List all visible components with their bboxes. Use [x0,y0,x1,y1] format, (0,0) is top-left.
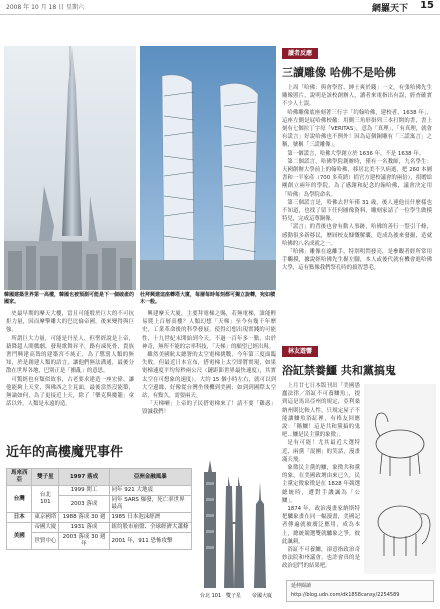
table-row [7,513,192,523]
article-paragraph: 興建摩天大廈，主要拜電梯之賜，若無電梯，誰能輕易爬上百層高樓？人類幻想「天梯」至今有幾千年歷史，工業革命後的科學發展，使得幻想出現實踐的可能性，十九世紀末開始到今天，不過一百年多一點，由於神奇，無所不能的宗率科技，「天梯」的願望已經出現。 [142,311,276,350]
table-cell-building: 世貿中心 [32,533,59,550]
page-header [0,0,440,15]
article-paragraph: 上周「哈佛：與會學習、紳士爽於錢」一文，有張哈佛先生雕像照片，說明是該校創辦人，讀者來電指出有誤，經查確實不少人士誤。 [282,85,432,108]
table-cell-year: 2003 落成 [59,496,109,513]
table-cell-event: 同年 SARS 爆發，死亡率世界最高 [109,496,192,513]
table-cell-country: 台灣 [7,486,32,513]
article-paragraph: 1874 年，政治漫畫家納斯特把驢象畫在同一幅漫畫，美國記者傳遍就被廣泛應用，成為本土，總統競選雙就驢象之爭，彼此諷刺。 [282,506,360,545]
article-paragraph: 所謂巨大力量，可能是丹星人，但聖經說是上帝，藉降超人間戲劇，發現歌舞昇平，路有凍死骨，貴族奢門興建高聳的建築宮不純正，為了懲罰人類的無知，於是創建人類的語言，讓他們無法溝通，最後分散在世界各地，巴別正是「搬亂」的意思。 [6,335,134,375]
article-paragraph: 可驚經也有類似故事，古老要求建造一座宏偉、讓他能夠上天堂，與佛西之主見面，最後當然沒能築，無論如何，為了更接近上天，除了「樂克與魔籠」童話以外，人類是永遠的造。 [6,376,134,408]
article-paragraph: 第三個謊言是，哈佛去世年僅 31 歲，後人連他長什麼樣也不知道，也找了留下任何圖像資料，雕刻家請了一位學生做模特兒，完成這尊銅像。 [282,199,432,223]
page-number: 15 [420,0,434,11]
section-name: 網羅天下 [371,4,408,14]
article-paragraph: 第一個謊言，哈佛大學創立於 1636 年，不是 1638 年。 [287,150,425,157]
table-header-cell: 亞洲金融風暴 [109,469,192,486]
sidebar-headline-1: 三讀雕像 哈佛不是哈佛 [282,66,396,79]
building-label: 台北 101 [200,593,222,599]
table-cell-year: 1931 落成 [59,523,109,533]
feature-title: 近年的高樓魔咒事件 [6,445,124,460]
table-cell-year: 2003 落成 30 週年 [59,533,109,550]
table-row [7,523,192,533]
building-label: 雙子星 [226,593,242,599]
korea-tower-photo [4,46,136,290]
caption-korea-tower: 韓國建築世界第一高樓，韓國也被預測可能是下一個破產的國家。 [4,292,135,305]
donkey-elephant-illustration [364,384,436,574]
article-paragraph: 史最早期的摩天大樓，當且可能殷於巨大的不可抗拒力量，因而摩擎雕大的巴比倫帝國，後來變得與巨強。 [6,311,134,334]
article-paragraph: 是有可能！尤其最近大選特近，兩黨「混團」的笑話，漫畫滿天飛。 [282,440,360,463]
article-paragraph: 第二個謊言，哈佛學院創辦時，僅有一名教師，九名學生：天國創辦大學前上的翰哈佛，移居北美不久病逝，把 260 本圖書和一半家產（700 多英鎊）捐官方建校議會的兩倍），捐贈給剛創立兩年的學院，為了感謝和紀念約翰哈佛，議會決定用「哈佛」為學院命名。 [282,158,432,198]
article-paragraph: 雖然美國航太總署的太空電梯挑戰，今年第三度面臨失敗，但最近日本宣布，搭電梯上太空即將實現，如果電梯速度平均每秒兩公尺（鏈距鉅世界最快速度），其實太空在可想象的速度）。大約 15 個小時左右，就可以到大空邊緣，好像從台灣坐飛機到美國；如到到國際太空站，有點久，需要兩天。 [142,352,276,400]
article-paragraph: 哈佛雕像底座刻著三行字「約翰哈佛，建校者，1638 年」，這座左側是屁哈佛校徽：用側三角形掛列三本打開的書，書上刻有七個拉丁字母「VERITAS」，意為「真理」，「有真理，就會有謊言」好說哈佛也不例外！因為這個銅雕有「三謊寓言」之稱，號稱「三謊雕像」。 [282,109,432,149]
article-column-left [6,310,134,435]
sidebar-headline-2: 浴缸禁養鱷 共和黨搞鬼 [282,364,396,377]
skyscrapers-illustration [196,452,276,600]
table-row [7,486,192,496]
caption-dubai-tower: 杜拜興建這座轉塔大廈，每層每時每刻都可獨立旋轉，宛如積木一般。 [140,292,276,305]
table-cell-year: 1988 落成 30 週 [59,513,109,523]
article-paragraph: 「天梯喇」上帝的子民搭電梯來了！請不要「雞惑」毀滅我們！ [142,401,276,416]
section-tag-reader: 讀者反應 [282,48,318,59]
table-cell-event: 同年 921 大地震 [109,486,192,496]
article-paragraph: 「哈佛」雕像在遠離手，特別明閃發亮，是參觀者經所常用手觸摸，據說經哈佛先生握左腳，本人或後代就有機會進哈佛大學，這有點像我們祭孔時的拔智慧毛。 [282,249,432,272]
table-header-row [7,469,192,486]
sidebar-article-2 [282,382,360,578]
table-cell-building: 東京國塔 [32,513,59,523]
table-header-cell: 雙子星 [32,469,59,486]
article-paragraph: 象徵民主黨的鱷，象徵共和黨的象，在美國政壇由來已久，民主黨定徵象徵是在 1828 年競選總統時，遭對手譏諷為「公鱷」。 [282,465,360,504]
table-cell-country: 美國 [7,523,32,550]
sidebar-article-1 [282,84,432,342]
issue-date: 2008 年 10 月 18 日 星期六 [6,4,84,11]
section-tag-friends: 林友遊響 [282,346,318,357]
article-paragraph: 「謊言」的背後也會有動人事跡，哈佛的善行一豎引千條，感動很多新移民，歷屆校友慷慨解囊，造成為後來發掘，造就哈佛的八名成就之一。 [282,224,432,247]
table-cell-building: 帝國大廈 [32,523,59,533]
table-cell-year: 1999 開工 [59,486,109,496]
extended-reading-box [286,580,434,602]
building-label: 帝國大廈 [252,593,273,599]
dubai-tower-photo [140,46,276,290]
table-cell-event: 紐約股市崩盤、全球經濟大蕭條 [109,523,192,533]
table-cell-building: 台北 101 [32,486,59,513]
table-cell-country: 日本 [7,513,32,523]
article-paragraph: 浴缸不可養鱷，卻意指政治奇妙法院和州議會，也許會真的是政治惡鬥的結果吧。 [282,547,360,570]
article-paragraph: 上月廿七日本版刊出「美國愚蠢法律／浴缸不可養鱷魚」，提到這是馬出亞州的規定，亞利桑納州則比較人性，只規定屋子不能讓鱷魚浴缸裡，有格友回應說：「稱鱷！這是共和黨搞的鬼吧…鱷是民主黨的象徵」。 [282,383,360,439]
extended-reading-label: 延伸閱讀 [291,583,312,589]
table-header-cell: 1997 落成 [59,469,109,486]
article-column-right [142,310,276,435]
table-cell-event: 2001 年，911 恐怖攻擊 [109,533,192,550]
table-header-cell: 馬來西亞 [7,469,32,486]
curse-events-table [6,468,192,550]
extended-reading-link[interactable]: http://blog.udn.com/dk1858cansy/2254589 [291,592,400,598]
table-row [7,533,192,550]
table-cell-event: 1985 日本泡沫經濟 [109,513,192,523]
